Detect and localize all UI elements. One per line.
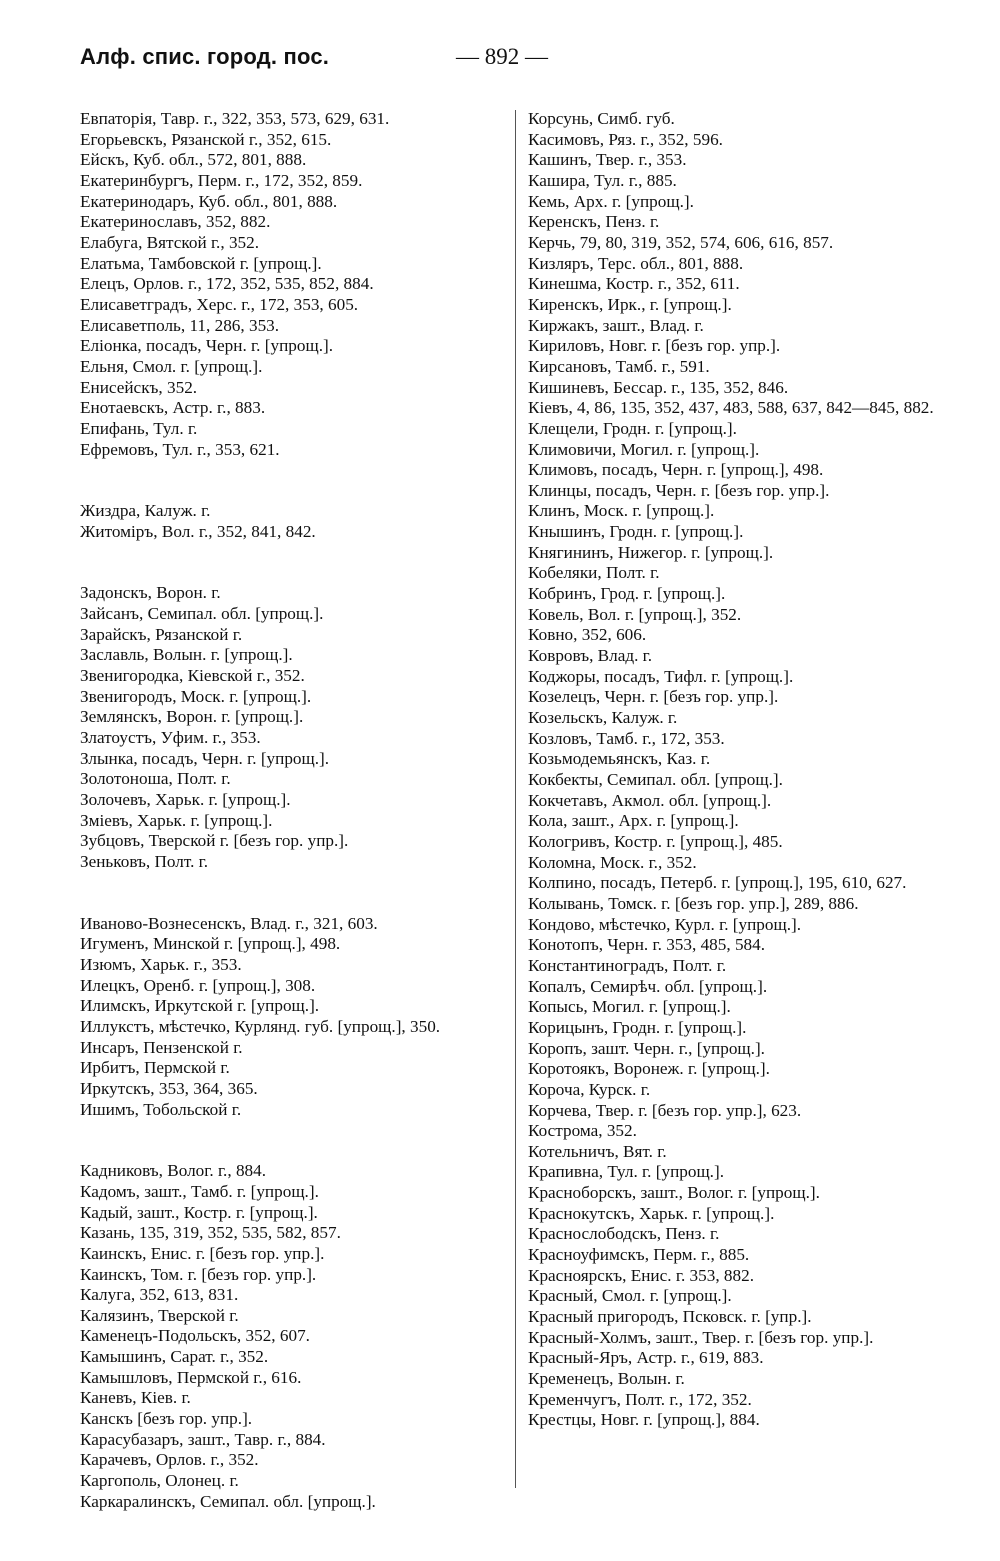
index-entry: Кириловъ, Новг. г. [безъ гор. упр.].	[528, 336, 781, 356]
index-entry: Кременецъ, Волын. г.	[528, 1369, 685, 1389]
index-entry: Каменецъ-Подольскъ, 352, 607.	[80, 1326, 310, 1346]
index-entry: Золочевъ, Харьк. г. [упрощ.].	[80, 790, 291, 810]
index-entry: Звенигородка, Кіевской г., 352.	[80, 666, 305, 686]
index-entry: Зарайскъ, Рязанской г.	[80, 624, 243, 644]
index-entry: Землянскъ, Ворон. г. [упрощ.].	[80, 707, 304, 727]
index-entry: Кашира, Тул. г., 885.	[528, 170, 677, 190]
index-entry: Заславль, Волын. г. [упрощ.].	[80, 645, 293, 665]
index-entry: Ишимъ, Тобольской г.	[80, 1099, 242, 1119]
index-entry: Клинъ, Моск. г. [упрощ.].	[528, 501, 715, 521]
index-entry: Зайсанъ, Семипал. обл. [упрощ.].	[80, 604, 324, 624]
index-entry: Игуменъ, Минской г. [упрощ.], 498.	[80, 934, 341, 954]
index-entry: Золотоноша, Полт. г.	[80, 769, 231, 789]
index-entry: Козьмодемьянскъ, Каз. г.	[528, 749, 711, 769]
index-entry: Кемь, Арх. г. [упрощ.].	[528, 191, 694, 211]
index-entry: Кадый, зашт., Костр. г. [упрощ.].	[80, 1202, 318, 1222]
index-entry: Короча, Курск. г.	[528, 1079, 651, 1099]
index-entry: Каинскъ, Енис. г. [безъ гор. упр.].	[80, 1243, 325, 1263]
index-entry: Енотаевскъ, Астр. г., 883.	[80, 398, 266, 418]
index-entry: Илимскъ, Иркутской г. [упрощ.].	[80, 996, 320, 1016]
index-entry: Жиздра, Калуж. г.	[80, 501, 211, 521]
index-entry: Козельскъ, Калуж. г.	[528, 708, 678, 728]
index-entry: Красный, Смол. г. [упрощ.].	[528, 1286, 732, 1306]
index-entry: Егорьевскъ, Рязанской г., 352, 615.	[80, 129, 332, 149]
index-entry: Кременчугъ, Полт. г., 172, 352.	[528, 1389, 752, 1409]
index-entry: Елатьма, Тамбовской г. [упрощ.].	[80, 253, 322, 273]
index-entry: Златоустъ, Уфим. г., 353.	[80, 728, 261, 748]
index-entry: Кадомъ, зашт., Тамб. г. [упрощ.].	[80, 1181, 319, 1201]
page-header	[80, 44, 940, 78]
index-entry: Кокбекты, Семипал. обл. [упрощ.].	[528, 770, 783, 789]
index-entry: Красноуфимскъ, Перм. г., 885.	[528, 1245, 750, 1265]
index-entry: Копалъ, Семирѣч. обл. [упрощ.].	[528, 976, 768, 996]
index-entry: Ефремовъ, Тул. г., 353, 621.	[80, 439, 280, 459]
index-entry: Корсунь, Симб. губ.	[528, 109, 675, 128]
index-entry: Евпаторія, Тавр. г., 322, 353, 573, 629, 631.	[80, 109, 390, 128]
index-entry: Ковель, Вол. г. [упрощ.], 352.	[528, 604, 742, 624]
index-entry: Зубцовъ, Тверской г. [безъ гор. упр.].	[80, 831, 349, 851]
index-entry: Корицынъ, Гродн. г. [упрощ.].	[528, 1017, 747, 1037]
index-entry: Коротоякъ, Воронеж. г. [упрощ.].	[528, 1059, 770, 1079]
index-entry: Киржакъ, зашт., Влад. г.	[528, 315, 704, 335]
index-entry: Каркаралинскъ, Семипал. обл. [упрощ.].	[80, 1491, 376, 1511]
index-entry: Кобринъ, Грод. г. [упрощ.].	[528, 584, 726, 604]
index-entry: Колпино, посадъ, Петерб. г. [упрощ.], 195, 610, 627.	[528, 873, 907, 893]
index-entry: Красный-Яръ, Астр. г., 619, 883.	[528, 1348, 764, 1368]
index-entry: Климовъ, посадъ, Черн. г. [упрощ.], 498.	[528, 460, 824, 480]
index-entry: Кола, зашт., Арх. г. [упрощ.].	[528, 811, 739, 831]
index-entry: Камышловъ, Пермской г., 616.	[80, 1367, 302, 1387]
page-number: — 892 —	[456, 44, 548, 69]
index-entry: Краснокутскъ, Харьк. г. [упрощ.].	[528, 1203, 775, 1223]
index-entry: Касимовъ, Ряз. г., 352, 596.	[528, 129, 723, 149]
index-entry: Ковровъ, Влад. г.	[528, 646, 653, 666]
index-entry: Елецъ, Орлов. г., 172, 352, 535, 852, 884.	[80, 274, 374, 294]
index-entry: Кнышинъ, Гродн. г. [упрощ.].	[528, 522, 744, 542]
index-entry: Иваново-Вознесенскъ, Влад. г., 321, 603.	[80, 913, 378, 933]
index-entry: Задонскъ, Ворон. г.	[80, 583, 221, 603]
index-entry: Елисаветградъ, Херс. г., 172, 353, 605.	[80, 294, 359, 314]
index-entry: Каинскъ, Том. г. [безъ гор. упр.].	[80, 1264, 317, 1284]
index-entry: Илецкъ, Оренб. г. [упрощ.], 308.	[80, 975, 316, 995]
index-entry: Елабуга, Вятской г., 352.	[80, 232, 260, 252]
index-entry: Крапивна, Тул. г. [упрощ.].	[528, 1162, 725, 1182]
letter-group-gap	[80, 542, 505, 583]
index-entry: Епифань, Тул. г.	[80, 418, 198, 438]
index-entry: Енисейскъ, 352.	[80, 377, 198, 397]
letter-group-gap	[80, 873, 505, 914]
index-entry: Калязинъ, Тверской г.	[80, 1305, 239, 1325]
index-entry: Иркутскъ, 353, 364, 365.	[80, 1078, 258, 1098]
index-entry: Корчева, Твер. г. [безъ гор. упр.], 623.	[528, 1100, 802, 1120]
index-entry: Коропъ, зашт. Черн. г., [упрощ.].	[528, 1038, 765, 1058]
index-entry: Елисаветполь, 11, 286, 353.	[80, 315, 280, 335]
index-entry: Красноборскъ, зашт., Волог. г. [упрощ.].	[528, 1183, 820, 1203]
index-entry: Камышинъ, Сарат. г., 352.	[80, 1347, 269, 1367]
index-entry: Колывань, Томск. г. [безъ гор. упр.], 289, 886.	[528, 893, 859, 913]
index-entry: Екатеринодаръ, Куб. обл., 801, 888.	[80, 191, 338, 211]
index-entry: Кизляръ, Терс. обл., 801, 888.	[528, 253, 744, 273]
index-entry: Копысь, Могил. г. [упрощ.].	[528, 997, 731, 1017]
index-entry: Кіевъ, 4, 86, 135, 352, 437, 483, 588, 637, 842—845, 882.	[528, 398, 934, 418]
index-entry: Климовичи, Могил. г. [упрощ.].	[528, 439, 760, 459]
index-entry: Козловъ, Тамб. г., 172, 353.	[528, 728, 725, 748]
index-entry: Кокчетавъ, Акмол. обл. [упрощ.].	[528, 790, 772, 810]
index-entry: Кологривъ, Костр. г. [упрощ.], 485.	[528, 831, 783, 851]
index-entry: Канскъ [безъ гор. упр.].	[80, 1409, 253, 1429]
left-column	[80, 109, 505, 1512]
index-entry: Ирбитъ, Пермской г.	[80, 1058, 230, 1078]
index-entry: Еліонка, посадъ, Черн. г. [упрощ.].	[80, 336, 334, 356]
index-entry: Киренскъ, Ирк., г. [упрощ.].	[528, 294, 732, 314]
index-entry: Княгининъ, Нижегор. г. [упрощ.].	[528, 542, 774, 562]
column-divider	[515, 110, 516, 1488]
index-entry: Козелецъ, Черн. г. [безъ гор. упр.].	[528, 687, 779, 707]
index-entry: Ельня, Смол. г. [упрощ.].	[80, 356, 263, 376]
index-entry: Красный пригородъ, Псковск. г. [упр.].	[528, 1307, 812, 1327]
letter-group-gap	[80, 460, 505, 501]
index-entry: Житоміръ, Вол. г., 352, 841, 842.	[80, 521, 316, 541]
index-entry: Казань, 135, 319, 352, 535, 582, 857.	[80, 1223, 341, 1243]
index-entry: Кондово, мѣстечко, Курл. г. [упрощ.].	[528, 914, 802, 934]
index-entry: Екатеринославъ, 352, 882.	[80, 212, 271, 232]
index-entry: Калуга, 352, 613, 831.	[80, 1285, 239, 1305]
index-entry: Керчь, 79, 80, 319, 352, 574, 606, 616, 857.	[528, 232, 834, 252]
index-entry: Зміевъ, Харьк. г. [упрощ.].	[80, 810, 273, 830]
running-title: Алф. спис. город. пос.	[80, 44, 330, 69]
index-entry: Кострома, 352.	[528, 1121, 637, 1141]
index-entry: Кирсановъ, Тамб. г., 591.	[528, 356, 710, 376]
index-entry: Кадниковъ, Волог. г., 884.	[80, 1161, 267, 1181]
index-entry: Коломна, Моск. г., 352.	[528, 852, 697, 872]
index-entry: Зеньковъ, Полт. г.	[80, 852, 209, 871]
index-entry: Ейскъ, Куб. обл., 572, 801, 888.	[80, 150, 307, 170]
index-entry: Кашинъ, Твер. г., 353.	[528, 150, 687, 170]
index-entry: Кишиневъ, Бессар. г., 135, 352, 846.	[528, 377, 789, 397]
index-entry: Кинешма, Костр. г., 352, 611.	[528, 274, 740, 294]
index-entry: Изюмъ, Харьк. г., 353.	[80, 954, 242, 974]
letter-group-gap	[80, 1120, 505, 1161]
index-entry: Кобеляки, Полт. г.	[528, 563, 660, 583]
index-entry: Екатеринбургъ, Перм. г., 172, 352, 859.	[80, 170, 363, 190]
index-entry: Каргополь, Олонец. г.	[80, 1471, 239, 1491]
index-entry: Котельничъ, Вят. г.	[528, 1141, 667, 1161]
index-entry: Злынка, посадъ, Черн. г. [упрощ.].	[80, 748, 330, 768]
index-entry: Клинцы, посадъ, Черн. г. [безъ гор. упр.].	[528, 480, 830, 500]
index-entry: Карасубазаръ, зашт., Тавр. г., 884.	[80, 1429, 326, 1449]
index-entry: Каневъ, Кіев. г.	[80, 1388, 191, 1408]
index-entry: Константиноградъ, Полт. г.	[528, 955, 727, 975]
index-entry: Ковно, 352, 606.	[528, 625, 647, 645]
right-column	[528, 109, 968, 1431]
index-entry: Краснослободскъ, Пенз. г.	[528, 1224, 720, 1244]
index-entry: Иллукстъ, мѣстечко, Курлянд. губ. [упрощ.], 350.	[80, 1016, 441, 1036]
index-entry: Карачевъ, Орлов. г., 352.	[80, 1450, 259, 1470]
index-entry: Красноярскъ, Енис. г. 353, 882.	[528, 1265, 755, 1285]
index-entry: Звенигородъ, Моск. г. [упрощ.].	[80, 686, 312, 706]
index-entry: Коджоры, посадъ, Тифл. г. [упрощ.].	[528, 666, 794, 686]
index-entry: Красный-Холмъ, зашт., Твер. г. [безъ гор. упр.].	[528, 1327, 874, 1347]
index-entry: Крестцы, Новг. г. [упрощ.], 884.	[528, 1410, 760, 1430]
index-entry: Инсаръ, Пензенской г.	[80, 1037, 243, 1057]
index-entry: Клещели, Гродн. г. [упрощ.].	[528, 418, 737, 438]
index-entry: Конотопъ, Черн. г. 353, 485, 584.	[528, 935, 766, 955]
index-entry: Керенскъ, Пенз. г.	[528, 212, 660, 232]
